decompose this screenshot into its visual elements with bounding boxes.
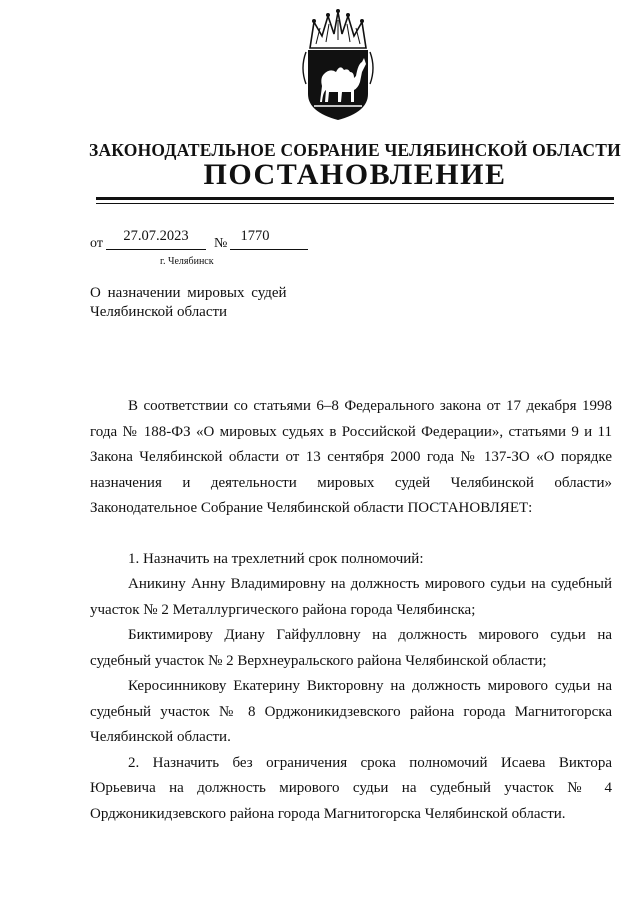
issue-city: г. Челябинск (160, 256, 214, 267)
appointment-aniknina: Аникину Анну Владимировну на должность мирового судьи на судебный участок № 2 Металлургического района города Челябинска; (90, 576, 612, 618)
document-body (90, 394, 612, 827)
clause-1-heading: 1. Назначить на трехлетний срок полномочий: (128, 550, 424, 567)
document-number: 1770 (240, 228, 270, 244)
date-label: от (90, 236, 103, 251)
preamble-paragraph: В соответствии со статьями 6–8 Федерального закона от 17 декабря 1998 года № 188-ФЗ «О мировых судьях в Российской Федерации», статьями 9 и 11 Закона Челябинской области от 13 сентября 2000 года № 137-ЗО «О порядке назначения и деятельности мировых судей Челябинской области» Законодательное Собрание Челябинской области ПОСТАНОВЛЯЕТ: (90, 398, 612, 516)
document-subject (90, 284, 390, 322)
document-type-title: ПОСТАНОВЛЕНИЕ (203, 158, 507, 191)
number-underline (230, 249, 308, 250)
header-rule-thin (96, 203, 614, 204)
header-rule-thick (96, 197, 614, 200)
subject-line-2: Челябинской области (90, 304, 228, 320)
date-underline (106, 249, 206, 250)
organization-name: ЗАКОНОДАТЕЛЬНОЕ СОБРАНИЕ ЧЕЛЯБИНСКОЙ ОБЛАСТИ (89, 140, 621, 160)
appointment-kerosinnikova: Керосинникову Екатерину Викторовну на должность мирового судьи на судебный участок № 8 Орджоникидзевского района города Магнитогорска Челябинской области. (90, 678, 612, 745)
coat-of-arms-icon (296, 8, 380, 122)
appointment-biktimirova: Биктимирову Диану Гайфулловну на должность мирового судьи на судебный участок № 2 Верхнеуральского района Челябинской области; (90, 627, 612, 669)
number-label: № (214, 236, 228, 251)
clause-2-paragraph: 2. Назначить без ограничения срока полномочий Исаева Виктора Юрьевича на должность мирового судьи на судебный участок № 4 Орджоникидзевского района города Магнитогорска Челябинской области. (90, 754, 612, 822)
subject-line-1: О назначении мировых судей (90, 285, 287, 301)
document-date: 27.07.2023 (123, 228, 189, 244)
